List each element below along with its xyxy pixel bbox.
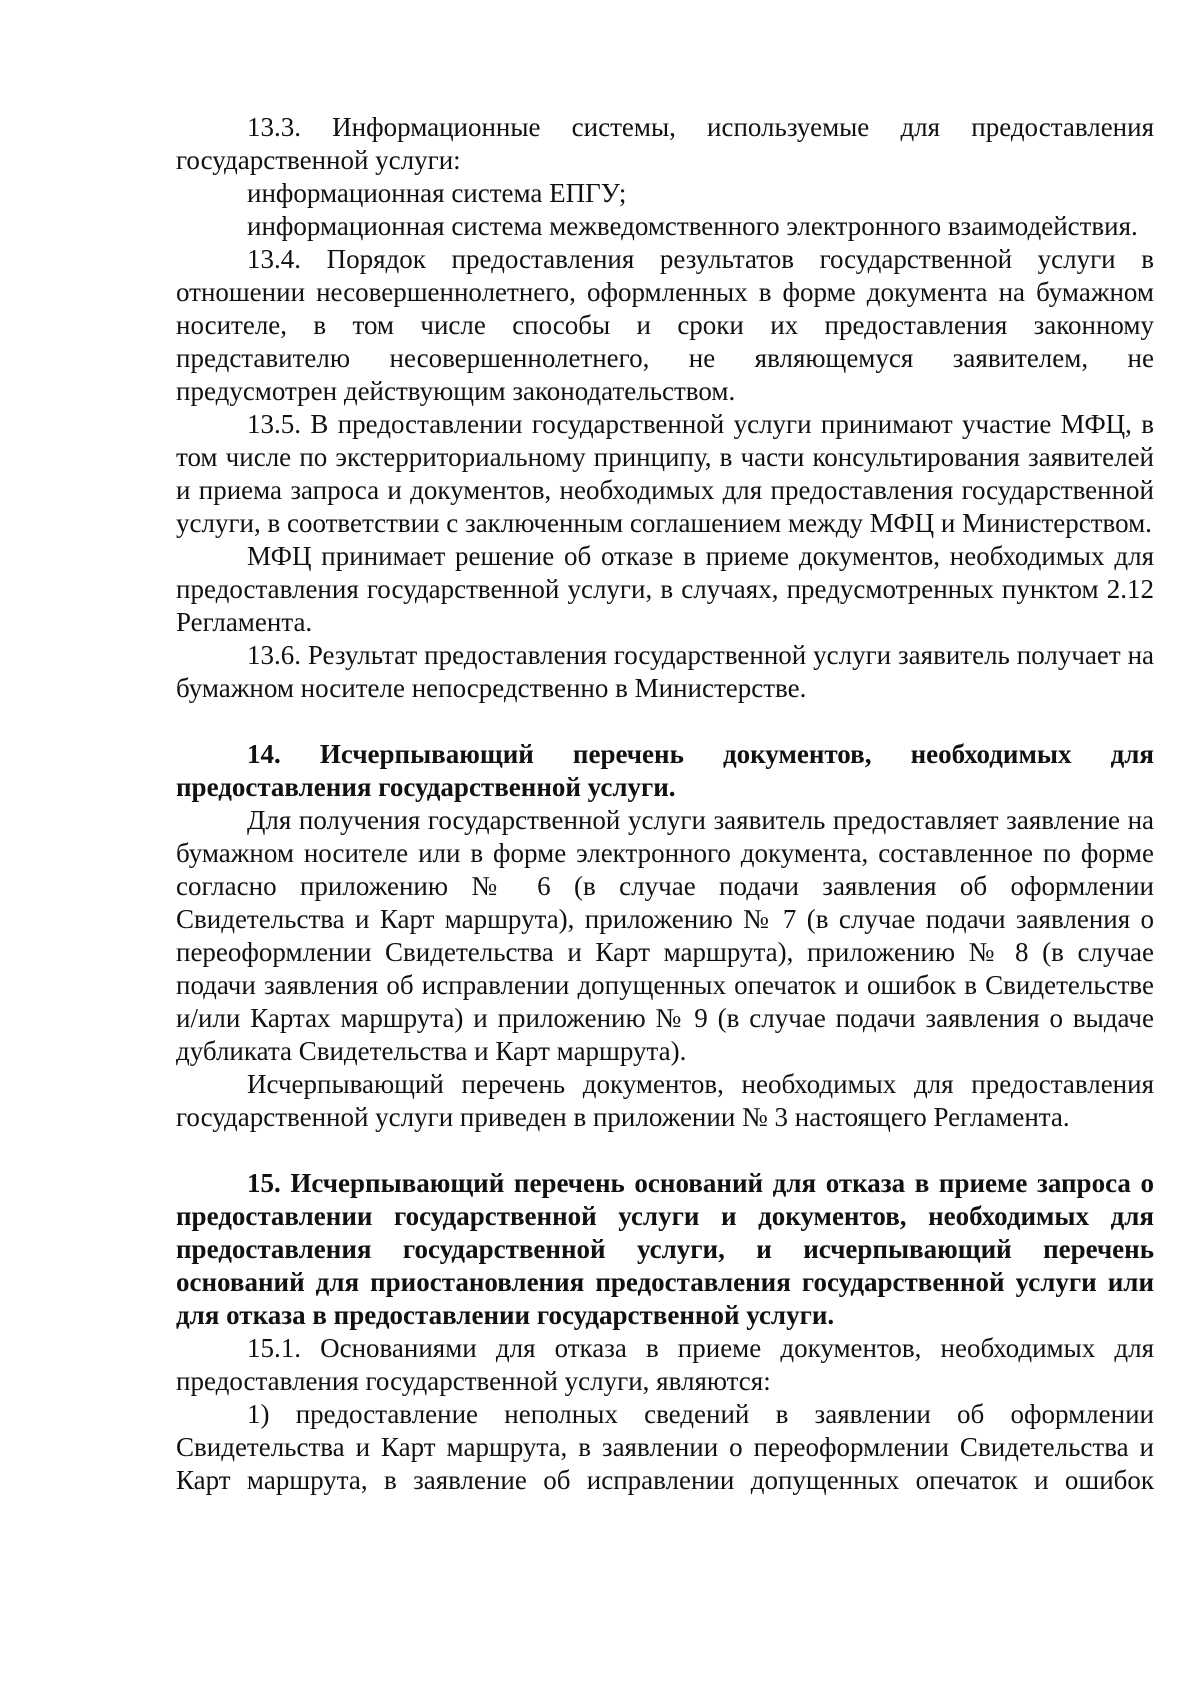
paragraph-13-3-item-smev: информационная система межведомственного электронного взаимодействия. (247, 211, 1138, 241)
paragraph-13-3: 13.3. Информационные системы, используемые для предоставления государственной услуги: (176, 112, 1154, 175)
paragraph-13-5: 13.5. В предоставлении государственной услуги принимают участие МФЦ, в том числе по экстерриториальному принципу, в части консультирования заявителей и приема запроса и документов, необходимых для предоставления государственной услуги, в соответствии с заключенным соглашением между МФЦ и Министерством. (176, 409, 1154, 538)
paragraph-13-4: 13.4. Порядок предоставления результатов государственной услуги в отношении несовершеннолетнего, оформленных в форме документа на бумажном носителе, в том числе способы и сроки их предоставления законному представителю несовершеннолетнего, не являющемуся заявителем, не предусмотрен действующим законодательством. (176, 244, 1154, 406)
section-heading-14: 14. Исчерпывающий перечень документов, необходимых для предоставления государственной услуги. (176, 739, 1154, 802)
paragraph-15-1: 15.1. Основаниями для отказа в приеме документов, необходимых для предоставления государственной услуги, являются: (176, 1333, 1154, 1396)
paragraph-15-1-item-1: 1) предоставление неполных сведений в заявлении об оформлении Свидетельства и Карт маршрута, в заявлении о переоформлении Свидетельства и Карт маршрута, в заявление об исправлении допущенных опечаток и ошибок (176, 1399, 1154, 1495)
paragraph-mfc-refusal: МФЦ принимает решение об отказе в приеме документов, необходимых для предоставления государственной услуги, в случаях, предусмотренных пунктом 2.12 Регламента. (176, 541, 1154, 637)
section-heading-15: 15. Исчерпывающий перечень оснований для отказа в приеме запроса о предоставлении государственной услуги и документов, необходимых для предоставления государственной услуги, и исчерпывающий перечень оснований для приостановления предоставления государственной услуги или для отказа в предоставлении государственной услуги. (176, 1168, 1154, 1330)
paragraph-13-3-item-epgu: информационная система ЕПГУ; (247, 178, 627, 208)
paragraph-14-body: Для получения государственной услуги заявитель предоставляет заявление на бумажном носителе или в форме электронного документа, составленное по форме согласно приложению № 6 (в случае подачи заявления об оформлении Свидетельства и Карт маршрута), приложению № 7 (в случае подачи заявления о переоформлении Свидетельства и Карт маршрута), приложению № 8 (в случае подачи заявления об исправлении допущенных опечаток и ошибок в Свидетельстве и/или Картах маршрута) и приложению № 9 (в случае подачи заявления о выдаче дубликата Свидетельства и Карт маршрута). (176, 805, 1154, 1066)
paragraph-14-list: Исчерпывающий перечень документов, необходимых для предоставления государственной услуги приведен в приложении № 3 настоящего Регламента. (176, 1069, 1154, 1132)
paragraph-13-6: 13.6. Результат предоставления государственной услуги заявитель получает на бумажном носителе непосредственно в Министерстве. (176, 640, 1154, 703)
document-page (176, 111, 1154, 1497)
